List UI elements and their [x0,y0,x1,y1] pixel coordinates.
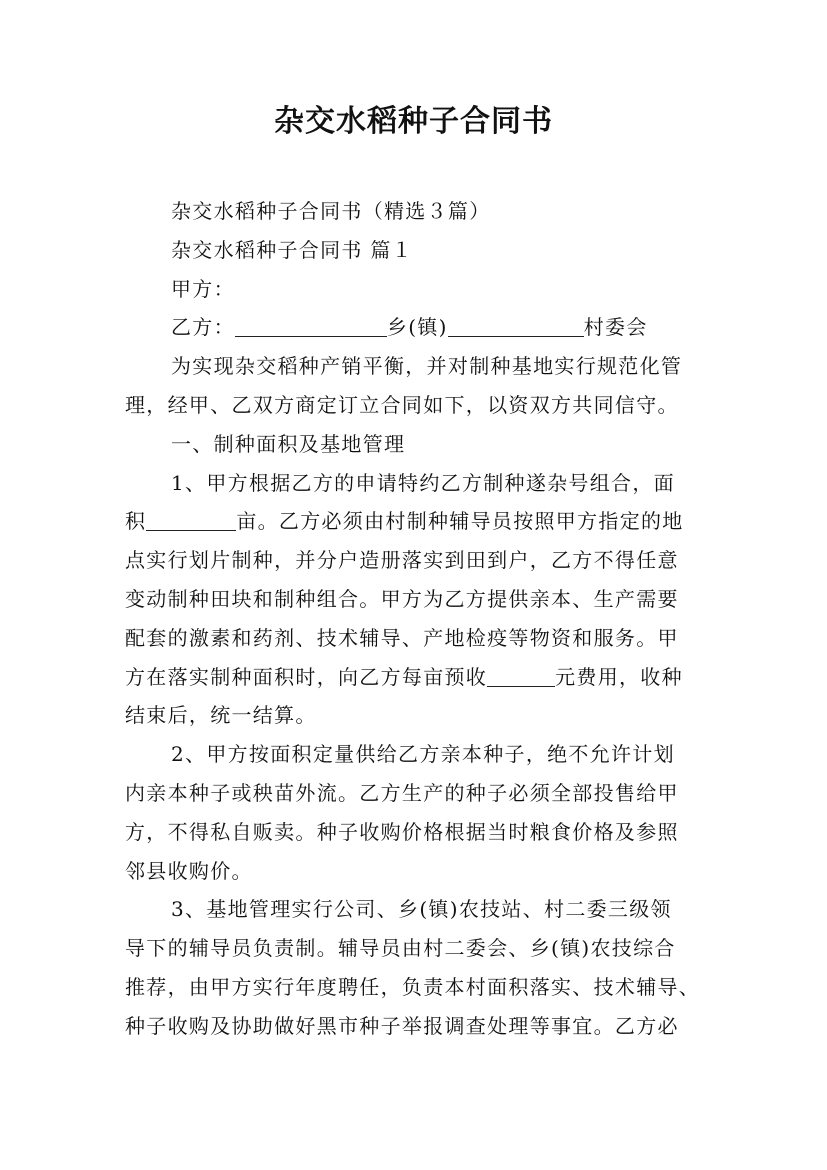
text-segment: 元费用，收种 [555,664,683,689]
town-label: 乡(镇) [386,315,448,340]
paragraph-line: 方，不得私自贩卖。种子收购价格根据当时粮食价格及参照 [125,819,679,844]
paragraph-line: 配套的激素和药剂、技术辅导、产地检疫等物资和服务。甲 [125,625,679,650]
text-segment: 积 [125,509,147,534]
text-segment: 方在落实制种面积时，向乙方每亩预收 [125,664,488,689]
paragraph-line: 推荐，由甲方实行年度聘任，负责本村面积落实、技术辅导、 [125,974,701,999]
paragraph-line: 3、基地管理实行公司、乡(镇)农技站、村二委三级领 [171,897,672,922]
blank-field [146,508,236,531]
paragraph-line: 理，经甲、乙双方商定订立合同如下，以资双方共同信守。 [125,392,679,417]
section-heading-line: 杂交水稻种子合同书 篇１ [171,237,413,262]
section-heading-line: 一、制种面积及基地管理 [171,431,406,456]
village-committee-label: 村委会 [583,315,648,340]
paragraph-line [125,502,715,541]
blank-field [235,314,387,337]
party-a-line: 甲方： [171,276,235,301]
paragraph-line: 内亲本种子或秧苗外流。乙方生产的种子必须全部投售给甲 [125,780,679,805]
blank-field [448,314,584,337]
blank-field [487,664,555,687]
document-title: 杂交水稻种子合同书 [274,104,553,139]
paragraph-line: 为实现杂交稻种产销平衡，并对制种基地实行规范化管 [171,354,683,379]
paragraph-line: 邻县收购价。 [125,858,253,883]
paragraph-line: 结束后，统一结算。 [125,703,317,728]
paragraph-line: 2、甲方按面积定量供给乙方亲本种子，绝不允许计划 [171,742,675,767]
party-b-line [125,308,715,347]
subtitle-line: 杂交水稻种子合同书（精选３篇） [171,199,491,223]
paragraph-line: 1、甲方根据乙方的申请特约乙方制种遂杂号组合，面 [171,470,675,495]
document-body [125,192,715,1046]
paragraph-line: 点实行划片制种，并分户造册落实到田到户，乙方不得任意 [125,548,679,573]
paragraph-line [125,658,715,697]
paragraph-line: 变动制种田块和制种组合。甲方为乙方提供亲本、生产需要 [125,586,679,611]
paragraph-line: 种子收购及协助做好黑市种子举报调查处理等事宜。乙方必 [125,1013,679,1038]
text-segment: 亩。乙方必须由村制种辅导员按照甲方指定的地 [236,509,684,534]
party-b-label: 乙方： [171,315,235,340]
paragraph-line: 导下的辅导员负责制。辅导员由村二委会、乡(镇)农技综合 [125,936,676,961]
